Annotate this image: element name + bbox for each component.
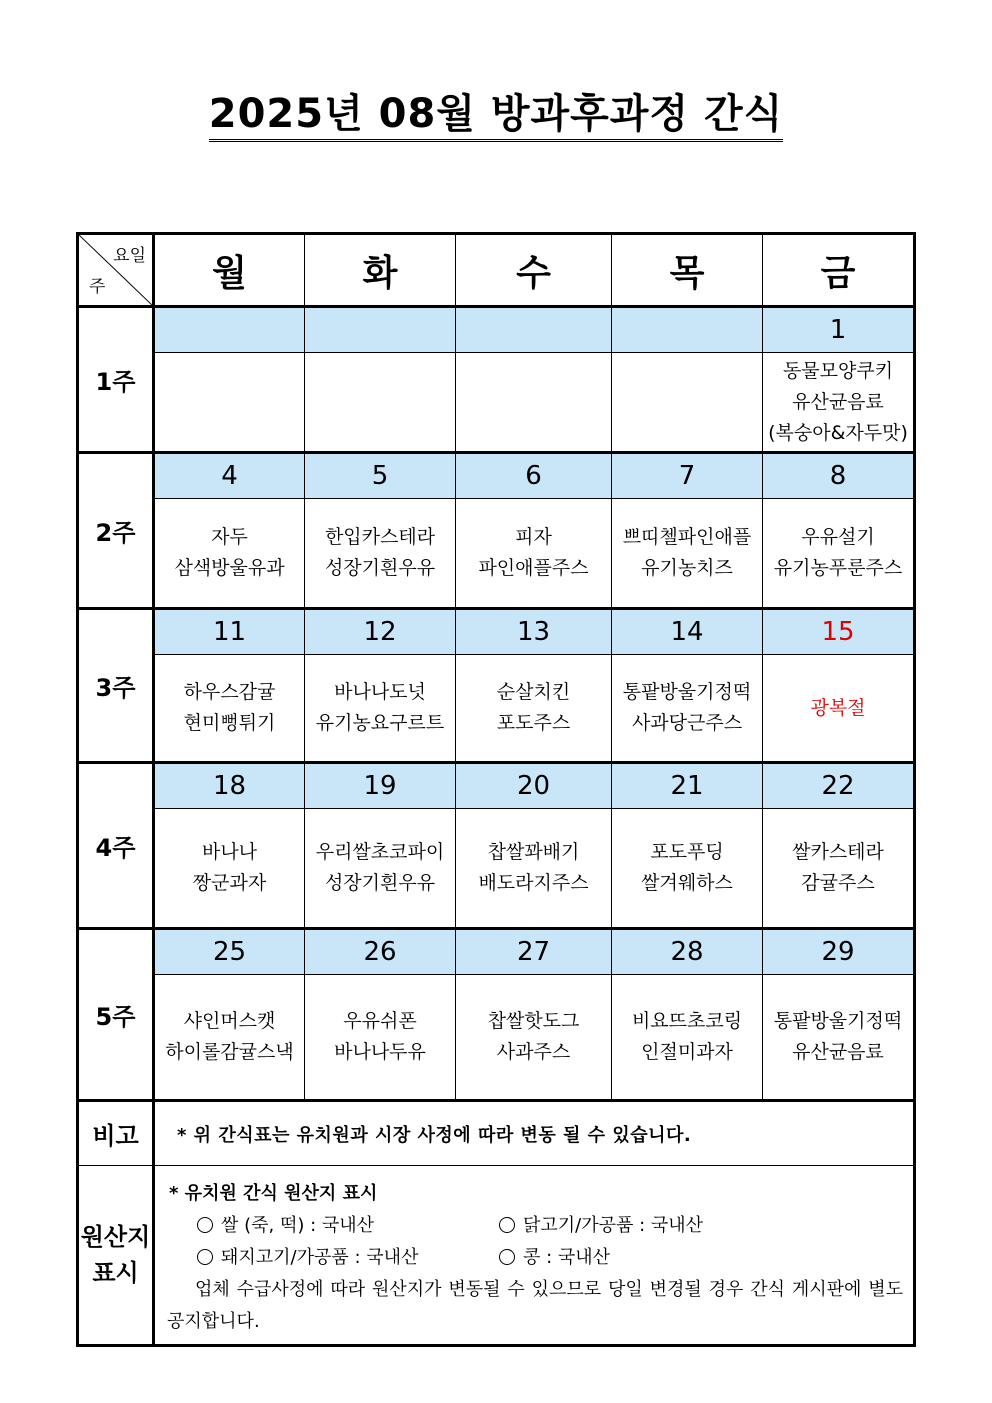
food-item: 인절미과자 — [641, 1041, 733, 1063]
page-title-wrap — [0, 88, 992, 140]
week-label: 1주 — [78, 307, 154, 453]
food-cell — [456, 353, 612, 453]
food-cell — [456, 499, 612, 609]
food-row — [78, 975, 915, 1101]
food-cell — [305, 975, 456, 1101]
corner-day-label: 요일 — [113, 246, 146, 266]
date-cell: 27 — [456, 929, 612, 975]
date-row — [78, 307, 915, 353]
food-item: 유기농요구르트 — [315, 712, 445, 734]
food-row — [78, 353, 915, 453]
food-item: (복숭아&자두맛) — [768, 421, 908, 444]
date-cell: 11 — [154, 609, 305, 655]
date-row — [78, 763, 915, 809]
origin-item: 닭고기/가공품 : 국내산 — [523, 1215, 704, 1236]
food-item: 포도푸딩 — [650, 841, 724, 863]
food-item: 광복절 — [810, 696, 866, 719]
note-label: 비고 — [78, 1101, 154, 1166]
food-item: 순살치킨 — [496, 681, 571, 703]
food-item: 삼색방울유과 — [174, 557, 285, 579]
food-item: 바나나도넛 — [334, 681, 426, 703]
date-cell: 29 — [763, 929, 915, 975]
food-item: 하이롤감귤스낵 — [165, 1041, 294, 1063]
date-cell: 12 — [305, 609, 456, 655]
date-cell: 28 — [612, 929, 763, 975]
food-cell — [154, 353, 305, 453]
food-item: 쌀카스테라 — [792, 841, 884, 863]
week-label: 4주 — [78, 763, 154, 929]
header-row — [78, 234, 915, 307]
food-item: 바나나두유 — [334, 1041, 426, 1063]
food-cell — [456, 655, 612, 763]
food-cell — [763, 353, 915, 453]
origin-item: 콩 : 국내산 — [523, 1247, 611, 1268]
food-item: 비요뜨초코링 — [631, 1010, 743, 1032]
corner-cell — [78, 234, 154, 307]
food-item: 우리쌀초코파이 — [315, 841, 445, 863]
food-item: 파인애플주스 — [478, 557, 589, 579]
circle-icon — [499, 1217, 515, 1233]
food-row — [78, 809, 915, 929]
food-cell — [612, 499, 763, 609]
food-cell — [763, 499, 915, 609]
date-cell: 4 — [154, 453, 305, 499]
food-item: 유기농치즈 — [641, 557, 733, 579]
origin-notice: 업체 수급사정에 따라 원산지가 변동될 수 있으므로 당일 변경될 경우 간식 게시판에 별도 공지합니다. — [167, 1279, 903, 1332]
origin-items-row-1 — [167, 1210, 903, 1242]
food-cell — [612, 975, 763, 1101]
date-cell: 1 — [763, 307, 915, 353]
week-label: 3주 — [78, 609, 154, 763]
date-cell: 19 — [305, 763, 456, 809]
day-header-wed: 수 — [456, 234, 612, 307]
food-item: 자두 — [211, 526, 248, 548]
food-row — [78, 655, 915, 763]
origin-item: 돼지고기/가공품 : 국내산 — [221, 1247, 419, 1268]
date-row — [78, 929, 915, 975]
origin-heading: * 유치원 간식 원산지 표시 — [169, 1183, 378, 1204]
date-cell: 21 — [612, 763, 763, 809]
food-cell — [154, 499, 305, 609]
date-row — [78, 453, 915, 499]
food-cell — [305, 655, 456, 763]
date-cell — [154, 307, 305, 353]
food-item: 피자 — [515, 526, 552, 548]
food-item: 샤인머스캣 — [183, 1010, 276, 1032]
food-item: 유산균음료 — [792, 1041, 884, 1063]
food-item: 쌀겨웨하스 — [641, 872, 733, 894]
week-label: 5주 — [78, 929, 154, 1101]
origin-row — [78, 1166, 915, 1346]
food-item: 찹쌀핫도그 — [487, 1010, 580, 1032]
date-cell: 13 — [456, 609, 612, 655]
circle-icon — [197, 1217, 213, 1233]
food-item: 유산균음료 — [792, 390, 884, 413]
origin-label-line2: 표시 — [92, 1259, 139, 1287]
date-cell: 7 — [612, 453, 763, 499]
food-item: 바나나 — [201, 841, 258, 863]
day-header-mon: 월 — [154, 234, 305, 307]
food-cell — [612, 655, 763, 763]
food-cell — [612, 353, 763, 453]
food-item: 사과당근주스 — [631, 712, 743, 734]
food-item: 찹쌀꽈배기 — [487, 841, 580, 863]
food-cell — [154, 809, 305, 929]
food-cell — [763, 809, 915, 929]
food-item: 우유설기 — [801, 526, 875, 548]
food-item: 통팥방울기정떡 — [622, 681, 752, 703]
date-cell: 18 — [154, 763, 305, 809]
food-item: 짱군과자 — [192, 872, 267, 894]
food-item: 감귤주스 — [801, 872, 875, 894]
food-cell — [612, 809, 763, 929]
food-cell — [154, 975, 305, 1101]
food-item: 통팥방울기정떡 — [773, 1010, 903, 1032]
date-cell: 25 — [154, 929, 305, 975]
food-item: 성장기흰우유 — [324, 557, 436, 579]
food-item: 우유쉬폰 — [343, 1010, 417, 1032]
circle-icon — [499, 1249, 515, 1265]
date-cell: 20 — [456, 763, 612, 809]
food-cell — [305, 499, 456, 609]
note-text: * 위 간식표는 유치원과 시장 사정에 따라 변동 될 수 있습니다. — [154, 1101, 915, 1166]
day-header-thu: 목 — [612, 234, 763, 307]
circle-icon — [197, 1249, 213, 1265]
date-cell — [456, 307, 612, 353]
date-cell: 5 — [305, 453, 456, 499]
food-cell — [154, 655, 305, 763]
food-item: 포도주스 — [496, 712, 571, 734]
date-cell — [612, 307, 763, 353]
origin-label-line1: 원산지 — [80, 1223, 151, 1251]
snack-menu-table — [76, 232, 916, 1347]
food-cell — [456, 975, 612, 1101]
day-header-fri: 금 — [763, 234, 915, 307]
food-item: 하우스감귤 — [183, 681, 276, 703]
origin-label — [78, 1166, 154, 1346]
note-row — [78, 1101, 915, 1166]
date-cell: 22 — [763, 763, 915, 809]
date-cell: 14 — [612, 609, 763, 655]
food-cell — [763, 655, 915, 763]
food-item: 동물모양쿠키 — [782, 359, 894, 382]
food-item: 성장기흰우유 — [324, 872, 436, 894]
date-cell: 8 — [763, 453, 915, 499]
date-cell — [305, 307, 456, 353]
date-cell: 26 — [305, 929, 456, 975]
food-cell — [305, 353, 456, 453]
date-cell: 15 — [763, 609, 915, 655]
food-item: 현미뻥튀기 — [183, 712, 276, 734]
food-item: 유기농푸룬주스 — [773, 557, 903, 579]
food-item: 한입카스테라 — [324, 526, 436, 548]
origin-content — [154, 1166, 915, 1346]
food-item: 쁘띠첼파인애플 — [622, 526, 752, 548]
page-title: 2025년 08월 방과후과정 간식 — [209, 91, 784, 142]
food-cell — [763, 975, 915, 1101]
day-header-tue: 화 — [305, 234, 456, 307]
food-cell — [305, 809, 456, 929]
food-row — [78, 499, 915, 609]
origin-item: 쌀 (죽, 떡) : 국내산 — [221, 1215, 375, 1236]
date-cell: 6 — [456, 453, 612, 499]
food-item: 사과주스 — [496, 1041, 571, 1063]
food-item: 배도라지주스 — [478, 872, 589, 894]
weeks-body — [78, 307, 915, 1101]
date-row — [78, 609, 915, 655]
food-cell — [456, 809, 612, 929]
origin-items-row-2 — [167, 1242, 903, 1274]
corner-week-label: 주 — [89, 277, 106, 297]
week-label: 2주 — [78, 453, 154, 609]
